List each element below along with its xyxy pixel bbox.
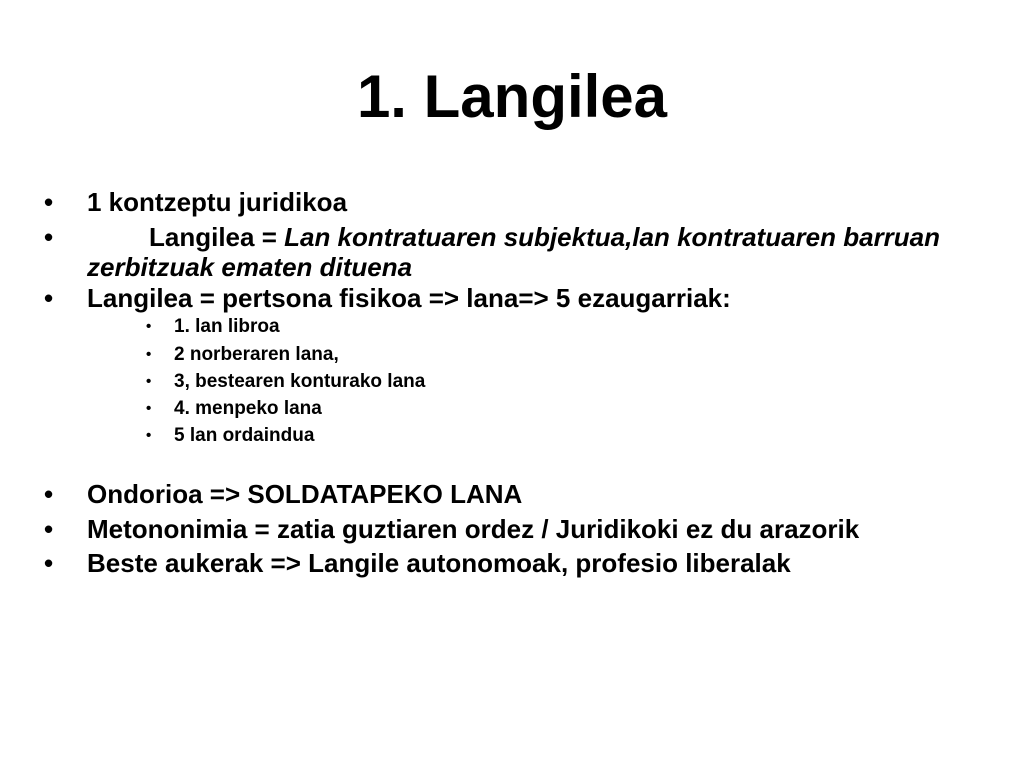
definition-text: [87, 222, 967, 282]
bullet-icon: •: [44, 283, 54, 313]
bullet-icon: •: [44, 187, 54, 217]
sub-bullet-text: 2 norberaren lana,: [174, 344, 339, 365]
bullet-icon: •: [146, 318, 152, 335]
bullet-text: Beste aukerak => Langile autonomoak, profesio liberalak: [87, 548, 791, 578]
bullet-icon: •: [146, 427, 152, 444]
sub-bullet-text: 5 lan ordaindua: [174, 425, 315, 446]
bullet-icon: •: [44, 479, 54, 509]
sub-bullet-text: 1. lan libroa: [174, 316, 280, 337]
definition-term: Langilea =: [149, 222, 285, 252]
bullet-icon: •: [44, 548, 54, 578]
definition-body: Lan kontratuaren subjektua,lan kontratuaren barruan zerbitzuak ematen dituena: [87, 222, 941, 282]
bullet-icon: •: [44, 222, 54, 252]
sub-bullet-text: 4. menpeko lana: [174, 398, 322, 419]
bullet-text: Langilea = pertsona fisikoa => lana=> 5 ezaugarriak:: [87, 283, 731, 313]
bullet-text: Metononimia = zatia guztiaren ordez / Juridikoki ez du arazorik: [87, 514, 860, 544]
sub-bullet-text: 3, bestearen konturako lana: [174, 371, 426, 392]
slide-title: 1. Langilea: [356, 63, 668, 130]
bullet-icon: •: [146, 400, 152, 417]
bullet-text: Ondorioa => SOLDATAPEKO LANA: [87, 479, 523, 509]
bullet-icon: •: [146, 346, 152, 363]
bullet-icon: •: [44, 514, 54, 544]
bullet-icon: •: [146, 373, 152, 390]
bullet-text: 1 kontzeptu juridikoa: [87, 187, 348, 217]
